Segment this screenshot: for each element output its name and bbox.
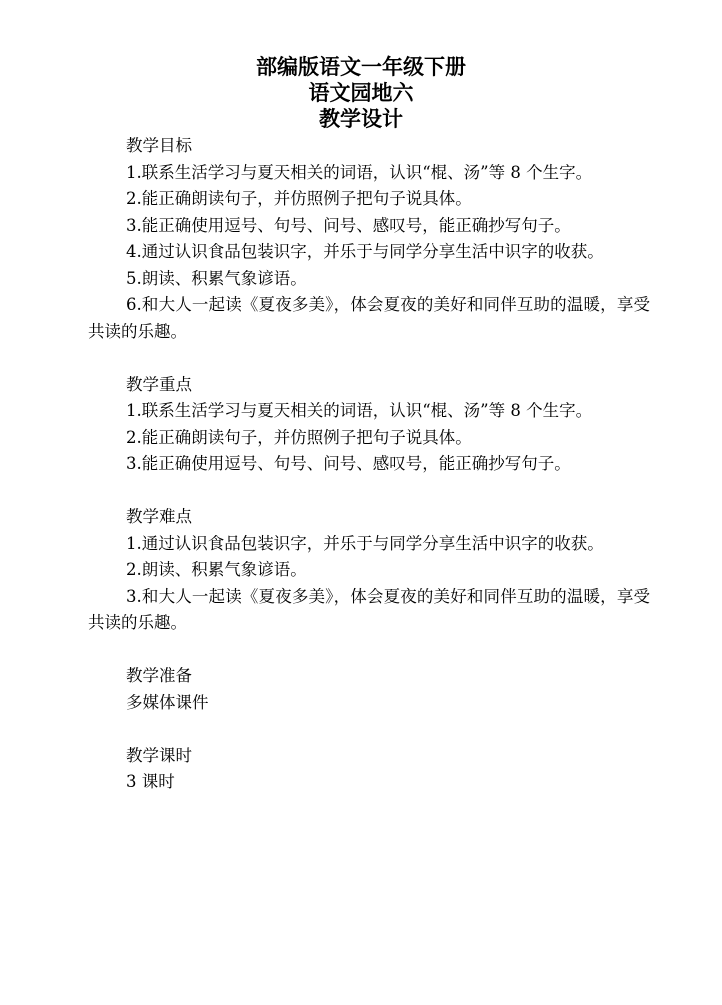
objective-item-1: 1.联系生活学习与夏天相关的词语，认识“棍、汤”等 8 个生字。 [126,162,593,182]
objective-item-6: 6.和大人一起读《夏夜多美》，体会夏夜的美好和同伴互助的温暖，享受共读的乐趣。 [88,295,650,341]
class-hours-heading: 教学课时 [126,745,192,765]
preparation-text: 多媒体课件 [126,692,209,712]
class-hours-text: 3 课时 [126,772,175,791]
section-gap [88,716,650,743]
key-point-item-3: 3.能正确使用逗号、句号、问号、感叹号，能正确抄写句子。 [126,454,571,473]
title-block [0,54,722,132]
title-line-2: 语文园地六 [308,81,414,105]
objective-item-4: 4.通过认识食品包装识字，并乐于与同学分享生活中识字的收获。 [126,242,604,261]
difficulty-item-1: 1.通过认识食品包装识字，并乐于与同学分享生活中识字的收获。 [126,533,604,553]
section-gap [88,345,650,372]
section-gap [88,637,650,664]
objectives-heading: 教学目标 [126,136,192,155]
key-points-heading: 教学重点 [126,374,192,394]
difficulty-item-3: 3.和大人一起读《夏夜多美》，体会夏夜的美好和同伴互助的温暖，享受共读的乐趣。 [88,586,650,632]
title-line-3: 教学设计 [319,107,403,131]
document-body [88,133,650,796]
objective-item-5: 5.朗读、积累气象谚语。 [126,268,307,288]
section-gap [88,478,650,505]
title-line-1: 部编版语文一年级下册 [256,55,466,79]
difficulty-item-2: 2.朗读、积累气象谚语。 [126,560,307,579]
difficulties-heading: 教学难点 [126,507,192,526]
objective-item-3: 3.能正确使用逗号、句号、问号、感叹号，能正确抄写句子。 [126,215,571,235]
key-point-item-1: 1.联系生活学习与夏天相关的词语，认识“棍、汤”等 8 个生字。 [126,401,593,420]
preparation-heading: 教学准备 [126,666,192,685]
key-point-item-2: 2.能正确朗读句子，并仿照例子把句子说具体。 [126,427,472,447]
objective-item-2: 2.能正确朗读句子，并仿照例子把句子说具体。 [126,189,472,208]
